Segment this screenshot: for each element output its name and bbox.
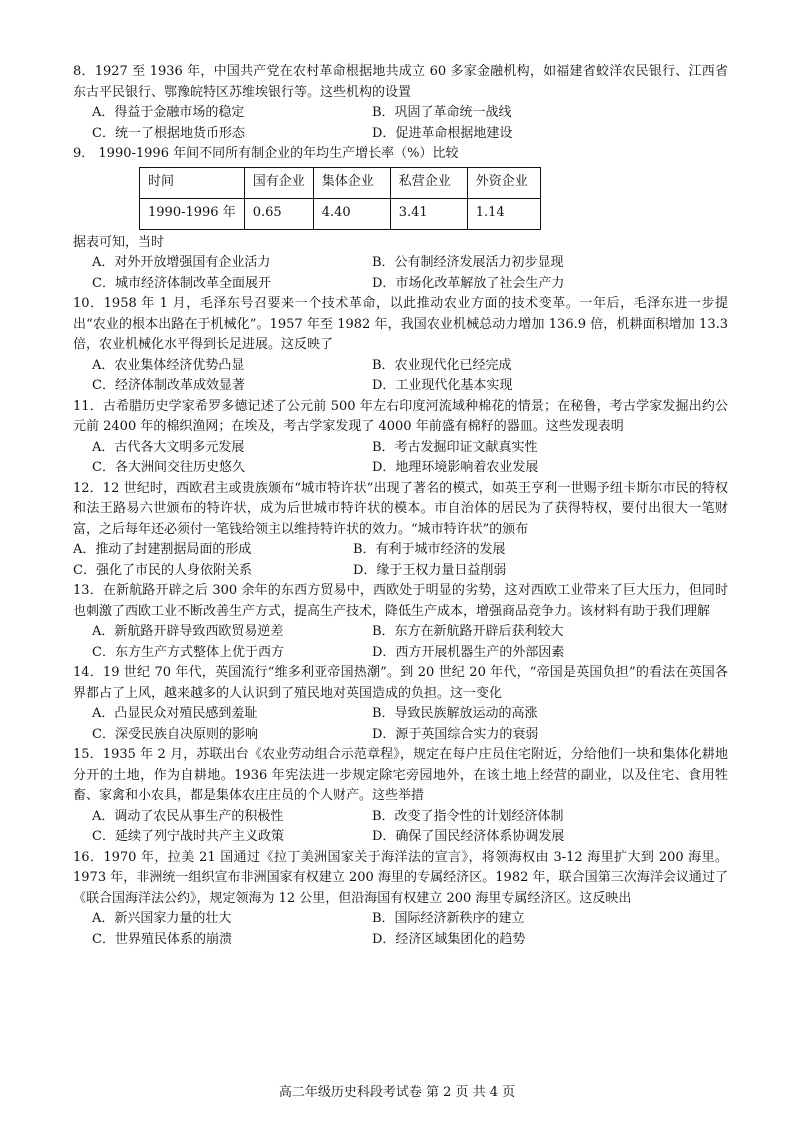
question-8: [73, 62, 728, 144]
option-a: A．对外开放增强国有企业活力: [92, 255, 271, 270]
option-a: A．古代各大文明多元发展: [92, 439, 245, 455]
options: [73, 807, 728, 848]
options: [73, 103, 728, 144]
option-d: D．工业现代化基本实现: [372, 378, 513, 393]
table-header-cell: 外资企业: [467, 167, 540, 198]
option-c: C．东方生产方式整体上优于西方: [92, 644, 284, 660]
options: [73, 356, 728, 397]
option-b: B．农业现代化已经完成: [372, 357, 512, 373]
page-footer: 高二年级历史科段考试卷 第 2 页 共 4 页: [278, 1085, 516, 1100]
question-10: [73, 294, 728, 397]
option-b: B．导致民族解放运动的高涨: [372, 706, 538, 721]
option-b: B．巩固了革命统一战线: [372, 105, 512, 120]
option-d: D．市场化改革解放了社会生产力: [372, 275, 565, 291]
table-header-cell: 时间: [140, 167, 245, 198]
growth-rate-table: [139, 167, 541, 230]
table-header-cell: 国有企业: [244, 167, 313, 198]
question-11: [73, 397, 728, 479]
question-9: [73, 144, 728, 294]
option-c: C．经济体制改革成效显著: [92, 378, 245, 393]
table-cell: 1990-1996 年: [140, 198, 245, 229]
table-header-cell: 私营企业: [390, 167, 467, 198]
option-a: A．得益于金融市场的稳定: [92, 105, 245, 120]
option-c: C．世界殖民体系的崩溃: [92, 931, 232, 947]
question-stem: 15．1935 年 2 月，苏联出台《农业劳动组合示范章程》，规定在每户庄员住宅附近，分给他们一块和集体化耕地分开的土地，作为自耕地。1936 年宪法进一步规定除宅旁园地外，在该土地上经营的副业，以及住宅、食用牲畜、家禽和小农具，都是集体农庄庄员的个人财产。这些举措: [73, 747, 728, 803]
option-a: A．新航路开辟导致西欧贸易逆差: [92, 624, 284, 639]
question-stem: 14．19 世纪 70 年代，英国流行“维多利亚帝国热潮”。到 20 世纪 20 年代，“帝国是英国负担”的看法在英国各界都占了上风，越来越多的人认识到了殖民地对英国造成的负担。这一变化: [73, 665, 728, 701]
option-c: C．统一了根据地货币形态: [92, 125, 245, 141]
option-d: D．源于英国综合实力的衰弱: [372, 726, 539, 742]
question-prompt: 据表可知，当时: [73, 234, 165, 250]
question-stem: 16．1970 年，拉美 21 国通过《拉丁美洲国家关于海洋法的宣言》，将领海权由 3-12 海里扩大到 200 海里。1973 年，非洲统一组织宣布非洲国家有权建立 200 海里的专属经济区。1982 年，联合国第三次海洋会议通过了《联合国海洋法公约》，规定领海为 12 公里，但沿海国有权建立 200 海里专属经济区。这反映出: [73, 849, 728, 906]
option-b: B．国际经济新秩序的建立: [372, 911, 525, 926]
question-stem: 13．在新航路开辟之后 300 余年的东西方贸易中，西欧处于明显的劣势，这对西欧工业带来了巨大压力，但同时也刺激了西欧工业不断改善生产方式，提高生产技术，降低生产成本，增强商品竞争力。该材料有助于我们理解: [73, 583, 728, 619]
option-a: A．推动了封建割据局面的形成: [73, 542, 252, 557]
question-13: [73, 581, 728, 663]
options: [73, 704, 728, 745]
option-c: C．城市经济体制改革全面展开: [92, 275, 271, 291]
question-stem: 8．1927 至 1936 年，中国共产党在农村革命根据地共成立 60 多家金融机构，如福建省蛟洋农民银行、江西省东古平民银行、鄂豫皖特区苏维埃银行等。这些机构的设置: [73, 64, 728, 100]
table-header-row: [140, 167, 541, 198]
options: [73, 540, 728, 581]
question-stem: 12．12 世纪时，西欧君主或贵族颁布“城市特许状”出现了著名的模式，如英王亨利一世赐予纽卡斯尔市民的特权和法王路易六世颁布的特许状，成为后世城市特许状的模本。市自治体的居民为了获得特权，要付出很大一笔财富，之后每年还必须付一笔钱给领主以维持特许状的效力。“城市特许状”的颁布: [73, 480, 728, 537]
option-d: D．促进革命根据地建设: [372, 125, 513, 141]
table-cell: 0.65: [244, 198, 313, 229]
table-row: [140, 198, 541, 229]
table-cell: 4.40: [313, 198, 390, 229]
question-stem: 11．古希腊历史学家希罗多德记述了公元前 500 年左右印度河流域种棉花的情景；在秘鲁，考古学家发掘出约公元前 2400 年的棉织渔网；在埃及，考古学家发现了 4000 年前盛有棉籽的器皿。这些发现表明: [73, 398, 728, 434]
option-a: A．凸显民众对殖民感到羞耻: [92, 706, 258, 721]
option-b: B．公有制经济发展活力初步显现: [372, 255, 564, 270]
options: [73, 253, 728, 294]
option-d: D．西方开展机器生产的外部因素: [372, 644, 565, 660]
option-c: C．深受民族自决原则的影响: [92, 726, 258, 742]
question-15: [73, 745, 728, 848]
option-c: C．延续了列宁战时共产主义政策: [92, 829, 284, 844]
question-16: [73, 848, 728, 951]
question-14: [73, 663, 728, 745]
option-c: C．强化了市民的人身依附关系: [73, 562, 252, 578]
option-b: B．考古发掘印证文献真实性: [372, 439, 538, 455]
question-list: [73, 62, 728, 950]
option-d: D．地理环境影响着农业发展: [372, 460, 539, 475]
options: [73, 438, 728, 479]
table-cell: 3.41: [390, 198, 467, 229]
question-stem: 9． 1990-1996 年间不同所有制企业的年均生产增长率（%）比较: [73, 146, 459, 161]
table-cell: 1.14: [467, 198, 540, 229]
option-a: A．农业集体经济优势凸显: [92, 357, 245, 373]
option-c: C．各大洲间交往历史悠久: [92, 460, 245, 475]
question-12: [73, 479, 728, 582]
table-header-cell: 集体企业: [313, 167, 390, 198]
option-d: D．经济区域集团化的趋势: [372, 931, 526, 947]
options: [73, 622, 728, 663]
question-stem: 10．1958 年 1 月，毛泽东号召要来一个技术革命，以此推动农业方面的技术变革。一年后，毛泽东进一步提出“农业的根本出路在于机械化”。1957 年至 1982 年，我国农业机械总动力增加 136.9 倍，机耕面积增加 13.3 倍，农业机械化水平得到长足进展。这反映了: [73, 296, 728, 352]
option-b: B．有利于城市经济的发展: [353, 542, 506, 557]
option-b: B．东方在新航路开辟后获利较大: [372, 624, 564, 639]
option-d: D．缘于王权力量日益削弱: [353, 562, 507, 578]
option-a: A．新兴国家力量的壮大: [92, 911, 232, 926]
options: [73, 909, 728, 950]
option-d: D．确保了国民经济体系协调发展: [372, 829, 565, 844]
option-b: B．改变了指令性的计划经济体制: [372, 808, 564, 824]
option-a: A．调动了农民从事生产的积极性: [92, 808, 284, 824]
